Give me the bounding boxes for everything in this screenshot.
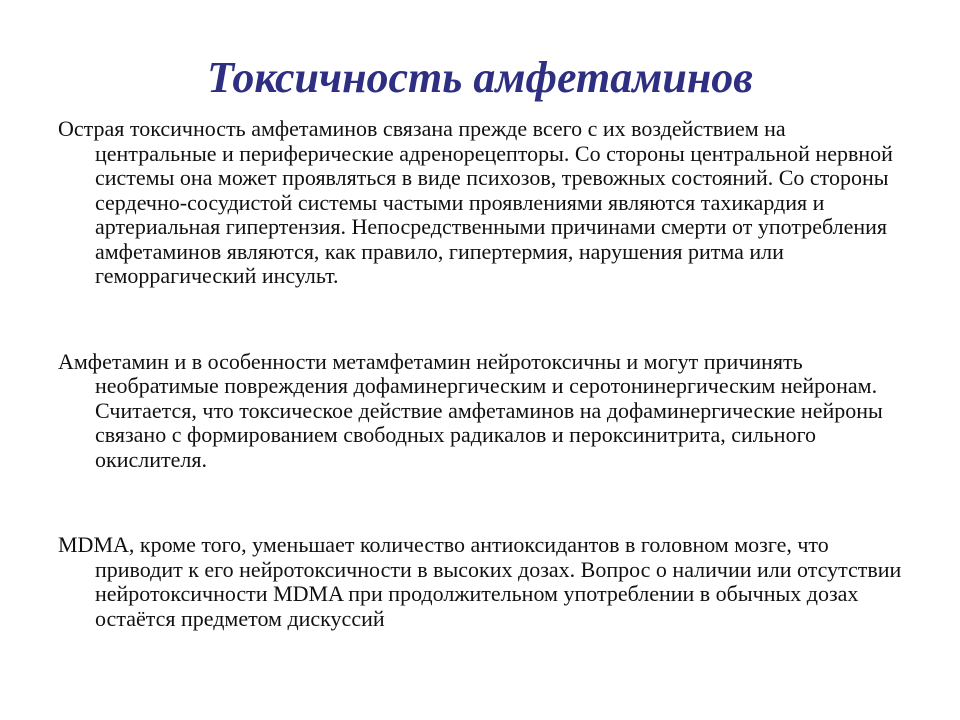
- paragraph-neurotoxicity: Амфетамин и в особенности метамфетамин нейротоксичны и могут причинять необратимые повреждения дофаминергическим и серотонинергическим нейронам. Считается, что токсическое действие амфетаминов на дофаминергические нейроны связано с формированием свободных радикалов и пероксинитрита, сильного окислителя.: [58, 348, 883, 472]
- paragraph-acute-toxicity: Острая токсичность амфетаминов связана прежде всего с их воздействием на центральные и периферические адренорецепторы. Со стороны центральной нервной системы она может проявляться в виде психозов, тревожных состояний. Со стороны сердечно-сосудистой системы частыми проявлениями являются тахикардия и артериальная гипертензия. Непосредственными причинами смерти от употребления амфетаминов являются, как правило, гипертермия, нарушения ритма или геморрагический инсульт.: [58, 116, 893, 288]
- slide-body: [58, 117, 908, 631]
- paragraph-mdma: MDMA, кроме того, уменьшает количество антиоксидантов в головном мозге, что приводит к его нейротоксичности в высоких дозах. Вопрос о наличии или отсутствии нейротоксичности MDMA при продолжительном употреблении в обычных дозах остаётся предметом дискуссий: [58, 532, 902, 631]
- slide-title: Токсичность амфетаминов: [207, 53, 753, 102]
